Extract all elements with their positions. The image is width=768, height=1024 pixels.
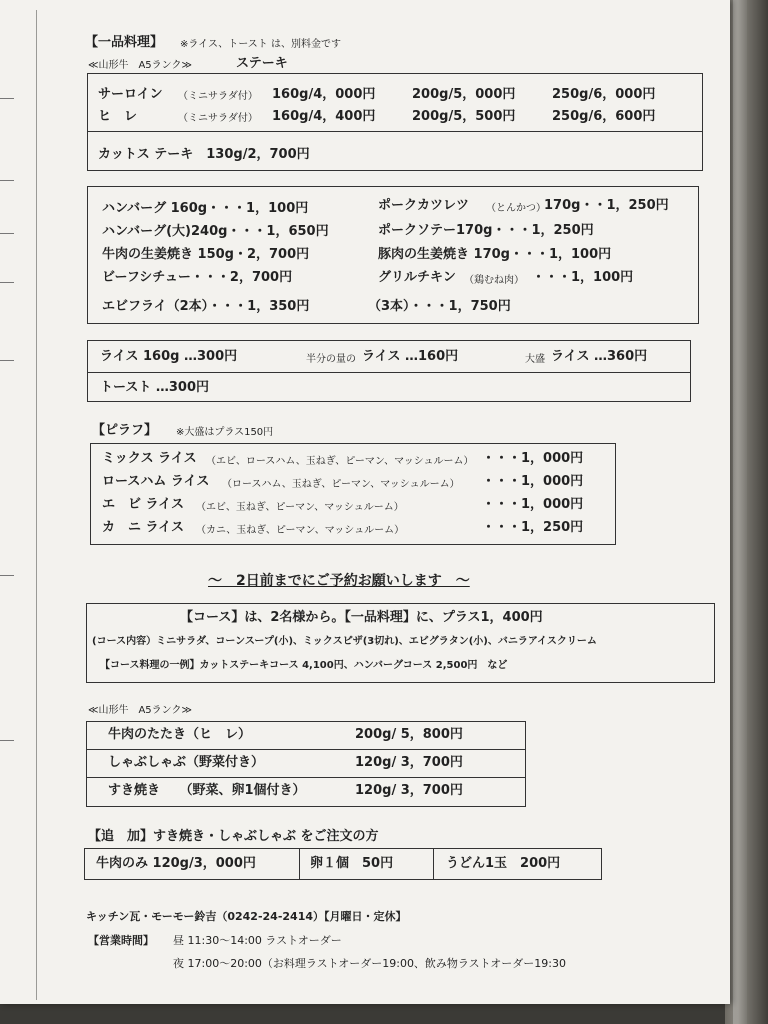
- ginger-pork: 豚肉の生姜焼き 170g・・・1，100円: [378, 247, 612, 262]
- pilaf-name: ロースハム ライス: [102, 474, 210, 489]
- sirloin-250: 250g/6，000円: [552, 87, 656, 102]
- addon-beef: 牛肉のみ 120g/3，000円: [96, 856, 256, 871]
- special-item-name: すき焼き （野菜、卵1個付き）: [108, 783, 306, 798]
- reservation-notice: ～ 2日前までにご予約お願いします ～: [208, 573, 470, 589]
- addon-udon: うどん1玉 200円: [446, 856, 561, 871]
- hamburg: ハンバーグ 160g・・・1，100円: [102, 201, 309, 216]
- sirloin-200: 200g/5，000円: [412, 87, 516, 102]
- ippin-header: 【一品料理】: [85, 35, 164, 50]
- ebi-fry-2: エビフライ（2本）・・・1，350円: [102, 299, 310, 314]
- pork-cutlet-price: 170g・・1，250円: [544, 198, 669, 213]
- steak-title: ステーキ: [236, 56, 288, 71]
- hours-label: 【営業時間】: [88, 934, 154, 947]
- pilaf-price: ・・・1，000円: [482, 497, 584, 512]
- pilaf-name: カ ニ ライス: [102, 520, 185, 535]
- hire-name: ヒ レ: [98, 109, 138, 124]
- margin-line: [36, 10, 37, 1000]
- hamburg-large: ハンバーグ(大)240g・・・1，650円: [102, 224, 329, 239]
- ginger-beef: 牛肉の生姜焼き 150g・2，700円: [102, 247, 310, 262]
- sirloin-note: （ミニサラダ付）: [178, 91, 258, 102]
- pilaf-ingredients: （カニ、玉ねぎ、ピーマン、マッシュルーム）: [196, 525, 405, 536]
- pork-cutlet-note: （とんかつ）: [486, 203, 546, 214]
- hire-250: 250g/6，600円: [552, 109, 656, 124]
- half-rice: ライス …160円: [362, 349, 459, 364]
- hours-lunch: 昼 11:30～14:00 ラストオーダー: [173, 934, 342, 947]
- pilaf-price: ・・・1，250円: [482, 520, 584, 535]
- special-item-name: 牛肉のたたき（ヒ レ）: [108, 727, 252, 742]
- sirloin-160: 160g/4，000円: [272, 87, 376, 102]
- grill-chicken-price: ・・・1，100円: [532, 270, 634, 285]
- rice-divider: [88, 372, 690, 373]
- pilaf-header: 【ピラフ】: [92, 423, 158, 438]
- steak-brand: ≪山形牛 A5ランク≫: [88, 60, 192, 71]
- rice: ライス 160g …300円: [100, 349, 238, 364]
- large-rice-prefix: 大盛: [525, 354, 545, 365]
- pork-saute: ポークソテー170g・・・1，250円: [378, 223, 594, 238]
- pork-cutlet-name: ポークカツレツ: [378, 198, 470, 213]
- cut-steak: カットス テーキ 130g/2，700円: [98, 147, 310, 162]
- addon-divider: [299, 849, 300, 879]
- hire-200: 200g/5，500円: [412, 109, 516, 124]
- pilaf-name: エ ビ ライス: [102, 497, 185, 512]
- addon-egg: 卵１個 50円: [310, 856, 394, 871]
- special-item-price: 200g/ 5，800円: [355, 727, 463, 742]
- pilaf-ingredients: （エビ、玉ねぎ、ピーマン、マッシュルーム）: [196, 502, 404, 513]
- plastic-sleeve-edge: [733, 0, 747, 1024]
- special-item-price: 120g/ 3，700円: [355, 783, 463, 798]
- pilaf-name: ミックス ライス: [102, 451, 197, 466]
- course-contents: (コース内容）ミニサラダ、コーンスープ(小)、ミックスピザ(3切れ)、エビグラタン(小)、バニラアイスクリーム: [92, 636, 597, 647]
- beef-stew: ビーフシチュー・・・2，700円: [102, 270, 293, 285]
- course-line1: 【コース】は、2名様から。【一品料理】に、プラス1，400円: [180, 610, 543, 625]
- special-brand: ≪山形牛 A5ランク≫: [88, 705, 192, 716]
- toast: トースト …300円: [100, 380, 210, 395]
- special-divider: [87, 749, 525, 750]
- special-divider: [87, 777, 525, 778]
- half-rice-prefix: 半分の量の: [306, 354, 356, 365]
- pilaf-price: ・・・1，000円: [482, 451, 584, 466]
- pilaf-price: ・・・1，000円: [482, 474, 584, 489]
- sirloin-name: サーロイン: [98, 87, 163, 102]
- special-item-name: しゃぶしゃぶ（野菜付き）: [108, 755, 265, 770]
- addon-divider: [433, 849, 434, 879]
- hire-160: 160g/4，400円: [272, 109, 376, 124]
- hire-note: （ミニサラダ付）: [178, 113, 258, 124]
- grill-chicken-name: グリルチキン: [378, 270, 456, 285]
- ebi-fry-3: （3本）・・・1，750円: [368, 299, 511, 314]
- special-item-price: 120g/ 3，700円: [355, 755, 463, 770]
- addon-header: 【追 加】すき焼き・しゃぶしゃぶ をご注文の方: [88, 829, 379, 844]
- grill-chicken-note: （鶏むね肉）: [464, 275, 524, 286]
- course-example: 【コース料理の一例】カットステーキコース 4,100円、ハンバーグコース 2,500円 など: [100, 660, 508, 671]
- hours-dinner: 夜 17:00～20:00（お料理ラストオーダー19:00、飲み物ラストオーダー19:30: [173, 957, 566, 970]
- steak-divider: [88, 131, 702, 132]
- large-rice: ライス …360円: [551, 349, 648, 364]
- ippin-note: ※ライス、トースト は、別料金です: [180, 39, 341, 50]
- pilaf-ingredients: （ロースハム、玉ねぎ、ピーマン、マッシュルーム）: [222, 479, 460, 490]
- pilaf-note: ※大盛はプラス150円: [176, 427, 274, 438]
- pilaf-ingredients: （エビ、ロースハム、玉ねぎ、ピーマン、マッシュルーム）: [206, 456, 474, 467]
- shop-info: キッチン瓦・モーモー鈴吉（0242-24-2414）【月曜日・定休】: [86, 910, 407, 923]
